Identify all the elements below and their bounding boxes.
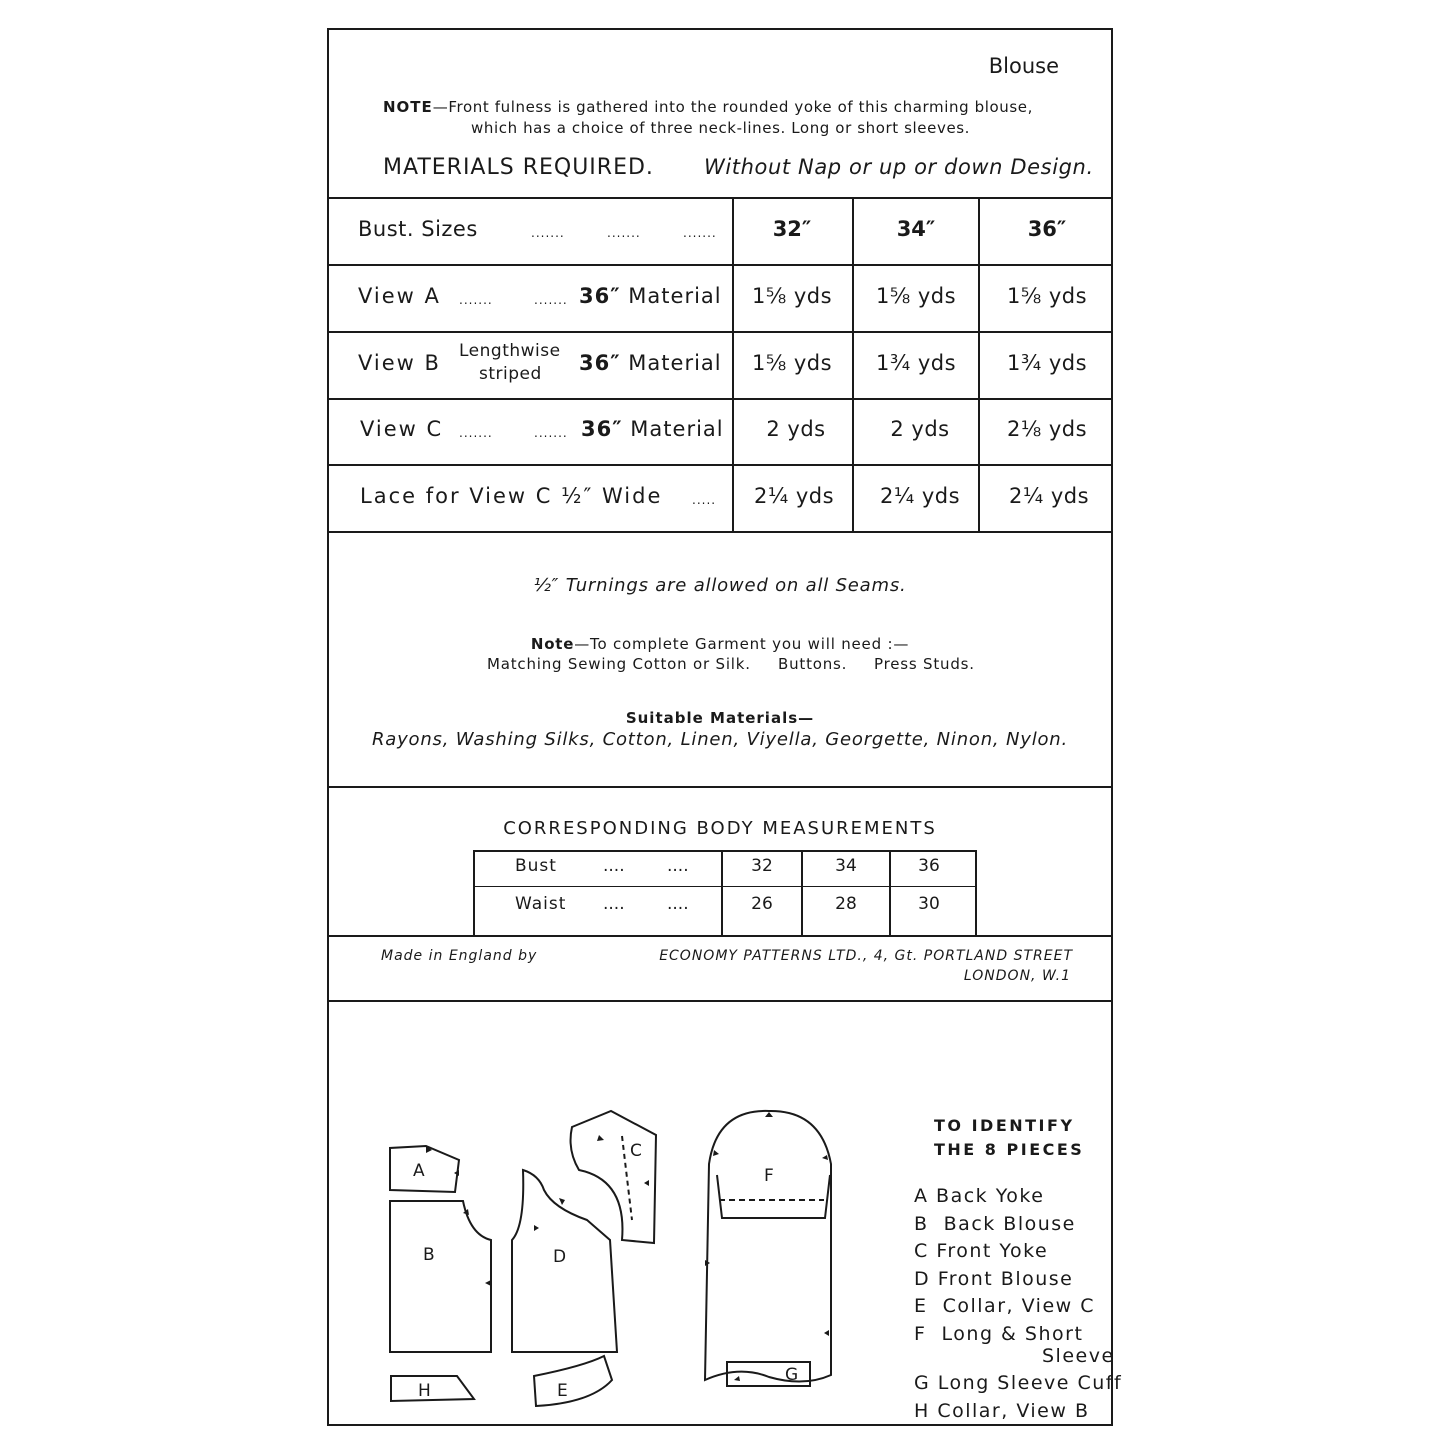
view-b-34: 1¾ yds: [875, 351, 957, 375]
piece-h-shape: [391, 1376, 474, 1401]
pattern-pieces-diagram: [329, 30, 1115, 1428]
piece-c-shape: [571, 1111, 656, 1243]
piece-f-shape: [705, 1111, 831, 1382]
bust-row-label: Bust: [515, 856, 557, 876]
company-address-1: ECONOMY PATTERNS LTD., 4, Gt. PORTLAND STREET: [659, 948, 1073, 964]
leader-dots: .......: [459, 426, 493, 440]
view-c-label: View C: [360, 417, 444, 441]
pattern-envelope: [327, 28, 1123, 1426]
view-b-material: 36″ Material: [579, 351, 722, 375]
leader-dots: .......: [534, 293, 568, 307]
diagram-label-g: G: [785, 1365, 799, 1385]
turnings-note: ½″ Turnings are allowed on all Seams.: [533, 575, 907, 596]
view-a-32: 1⅝ yds: [751, 284, 833, 308]
leader-dots: .......: [683, 226, 717, 240]
lace-36: 2¼ yds: [1008, 484, 1090, 508]
piece-c: C Front Yoke: [914, 1240, 1049, 1262]
bust-34: 34: [835, 856, 857, 876]
piece-f-cont: Sleeve: [1042, 1345, 1115, 1367]
made-in-england: Made in England by: [381, 948, 538, 964]
complete-item-3: Press Studs.: [874, 655, 975, 673]
view-a-36: 1⅝ yds: [1006, 284, 1088, 308]
diagram-label-b: B: [423, 1245, 435, 1265]
leader-dots: .......: [534, 426, 568, 440]
materials-required-heading: MATERIALS REQUIRED.: [383, 155, 654, 180]
waist-row-label: Waist: [515, 894, 567, 914]
body-measurements-table: Bust .... .... 32 34 36 Waist .... .... 26 28 30: [473, 850, 977, 936]
piece-b-shape: [390, 1201, 491, 1352]
bust-32: 32: [751, 856, 773, 876]
suitable-list: Rayons, Washing Silks, Cotton, Linen, Viyella, Georgette, Ninon, Nylon.: [371, 729, 1069, 750]
view-c-34: 2 yds: [890, 417, 950, 441]
view-a-material: 36″ Material: [579, 284, 722, 308]
piece-e-shape: [534, 1356, 612, 1406]
complete-item-2: Buttons.: [778, 655, 848, 673]
view-c-32: 2 yds: [766, 417, 826, 441]
diagram-label-f: F: [764, 1166, 774, 1186]
piece-b: B Back Blouse: [914, 1213, 1076, 1235]
piece-e: E Collar, View C: [914, 1295, 1095, 1317]
piece-g: G Long Sleeve Cuff: [914, 1372, 1123, 1394]
piece-a: A Back Yoke: [914, 1185, 1045, 1207]
size-36-header: 36″: [1027, 217, 1067, 241]
view-c-36: 2⅛ yds: [1006, 417, 1088, 441]
note-line-2: which has a choice of three neck-lines. Long or short sleeves.: [471, 119, 971, 137]
leader-dots: .....: [692, 493, 717, 507]
identify-heading-1: TO IDENTIFY: [934, 1116, 1075, 1135]
view-c-material: 36″ Material: [581, 417, 724, 441]
diagram-label-e: E: [557, 1381, 568, 1401]
identify-heading-2: THE 8 PIECES: [934, 1140, 1085, 1159]
view-b-36: 1¾ yds: [1006, 351, 1088, 375]
leader-dots: .......: [459, 293, 493, 307]
bust-sizes-label: Bust. Sizes: [358, 217, 478, 241]
diagram-label-h: H: [418, 1381, 431, 1401]
note-line-1: NOTE—Front fulness is gathered into the rounded yoke of this charming blouse,: [383, 98, 1033, 116]
view-b-32: 1⅝ yds: [751, 351, 833, 375]
view-a-34: 1⅝ yds: [875, 284, 957, 308]
piece-d: D Front Blouse: [914, 1268, 1074, 1290]
waist-26: 26: [751, 894, 773, 914]
view-b-label: View B: [358, 351, 441, 375]
leader-dots: .......: [607, 226, 641, 240]
suitable-label: Suitable Materials—: [625, 709, 815, 727]
lace-34: 2¼ yds: [879, 484, 961, 508]
materials-note: Without Nap or up or down Design.: [704, 155, 1094, 179]
pattern-title: Blouse: [988, 54, 1059, 78]
waist-28: 28: [835, 894, 857, 914]
diagram-label-c: C: [630, 1141, 642, 1161]
waist-30: 30: [918, 894, 940, 914]
view-b-sub-top: Lengthwise: [459, 341, 561, 361]
company-address-2: LONDON, W.1: [963, 968, 1071, 984]
diagram-label-d: D: [553, 1247, 567, 1267]
lace-32: 2¼ yds: [753, 484, 835, 508]
piece-h: H Collar, View B: [914, 1400, 1090, 1422]
piece-f: F Long & Short: [914, 1323, 1084, 1345]
size-34-header: 34″: [896, 217, 936, 241]
lace-label: Lace for View C ½″ Wide: [360, 484, 663, 508]
view-b-sub-bottom: striped: [479, 364, 542, 384]
complete-note: Note—To complete Garment you will need :—: [530, 635, 910, 653]
size-32-header: 32″: [772, 217, 812, 241]
complete-item-1: Matching Sewing Cotton or Silk.: [487, 655, 751, 673]
leader-dots: .......: [531, 226, 565, 240]
view-a-label: View A: [358, 284, 441, 308]
body-measurements-title: CORRESPONDING BODY MEASUREMENTS: [503, 818, 937, 839]
diagram-label-a: A: [413, 1161, 425, 1181]
bust-36: 36: [918, 856, 940, 876]
